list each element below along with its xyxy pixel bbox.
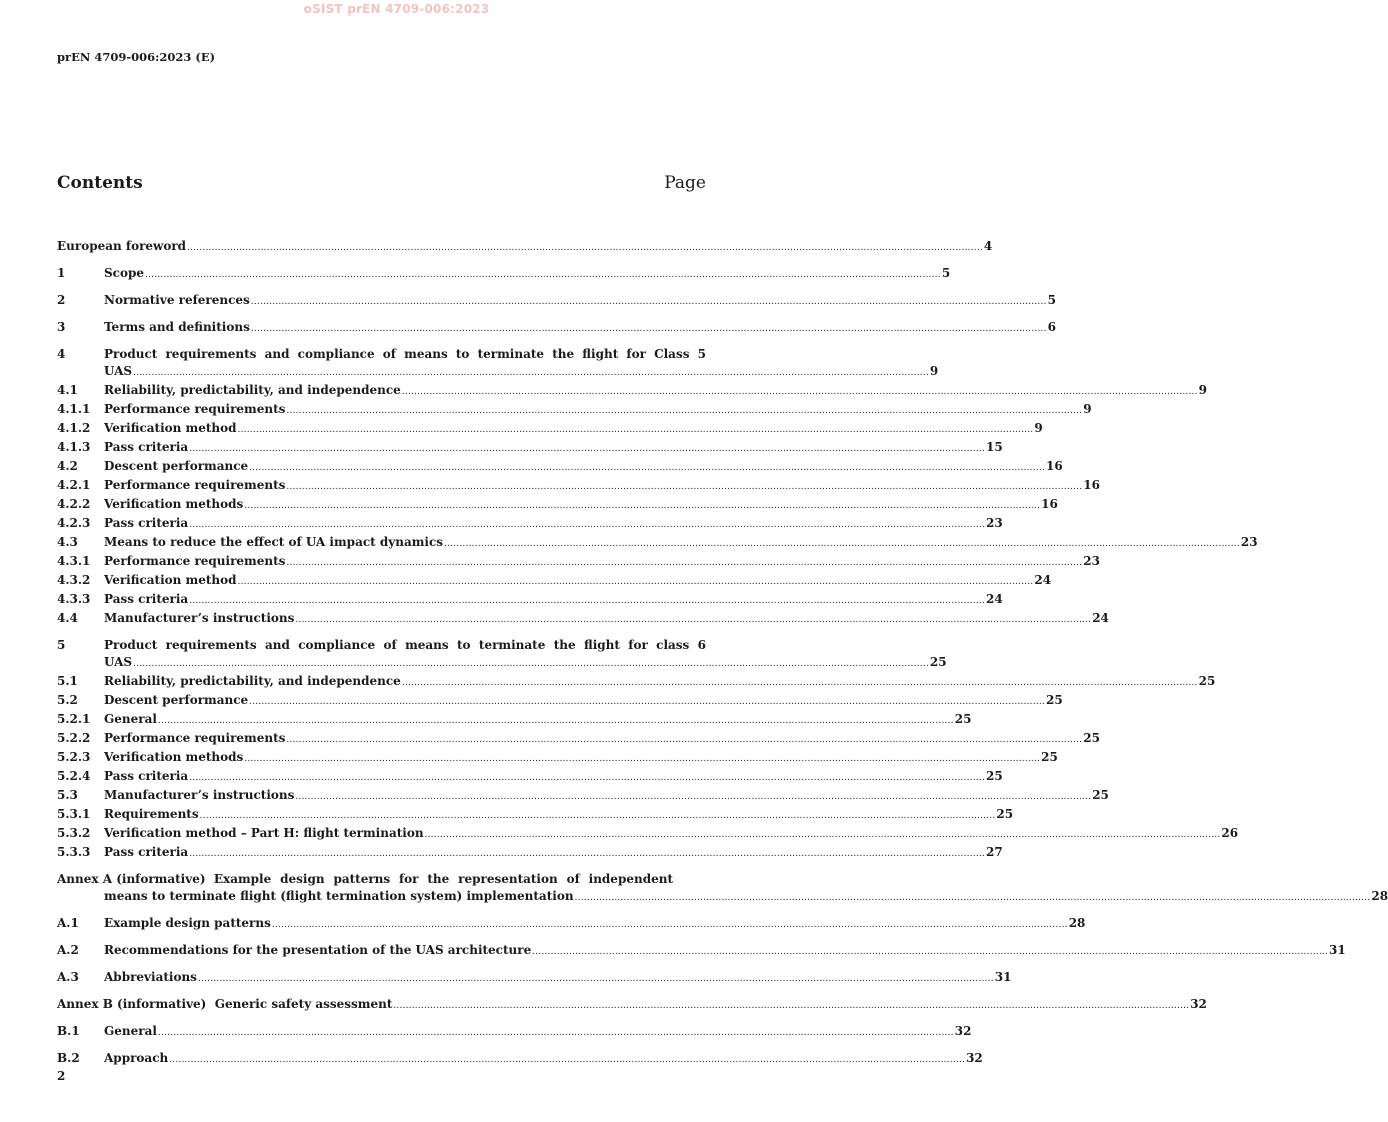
toc-entry-title: Pass criteria xyxy=(104,592,189,606)
toc-leader-dots: .................................................................................................................................................................................................................................................................... xyxy=(189,444,986,454)
toc-leader-dots: .................................................................................................................................................................................................................................................................... xyxy=(574,893,1371,903)
toc-entry-a-3[interactable] xyxy=(57,969,1012,988)
toc-entry-page: 25 xyxy=(929,655,947,669)
toc-leader-dots: .................................................................................................................................................................................................................................................................... xyxy=(286,406,1083,416)
toc-entry-title-line1: Example design patterns for the representation of independent xyxy=(213,872,673,886)
toc-entry-page: 25 xyxy=(996,807,1014,821)
toc-entry-page: 4 xyxy=(983,239,993,253)
toc-entry-number: 1 xyxy=(57,266,66,280)
toc-entry-5-3-3[interactable] xyxy=(57,844,1003,863)
toc-entry-number: 5.3 xyxy=(57,788,78,802)
toc-entry-4-2-3[interactable] xyxy=(57,515,1003,534)
toc-entry-number: 4.1.2 xyxy=(57,421,91,435)
toc-leader-dots: .................................................................................................................................................................................................................................................................... xyxy=(187,243,983,253)
toc-entry-title: Reliability, predictability, and independence xyxy=(104,674,401,688)
toc-entry-page: 9 xyxy=(1034,421,1043,435)
toc-entry-page: 25 xyxy=(1198,674,1216,688)
toc-entry-title-line2: means to terminate flight (flight termination system) implementation xyxy=(104,889,574,903)
toc-entry-title-line1: Product requirements and compliance of means to terminate the flight for class 6 xyxy=(104,638,706,652)
toc-entry-number: 5.2.2 xyxy=(57,731,91,745)
toc-entry-number: 4.2 xyxy=(57,459,78,473)
toc-entry-number: 4.1 xyxy=(57,383,78,397)
toc-entry-page: 5 xyxy=(1047,293,1056,307)
toc-entry-page: 25 xyxy=(1092,788,1109,802)
toc-entry-page: 24 xyxy=(986,592,1003,606)
toc-leader-dots: .................................................................................................................................................................................................................................................................... xyxy=(189,520,986,530)
toc-leader-dots: .................................................................................................................................................................................................................................................................... xyxy=(237,577,1034,587)
toc-entry-number: 4.1.1 xyxy=(57,402,91,416)
toc-entry-5-2-2[interactable] xyxy=(57,730,1100,749)
toc-leader-dots: .................................................................................................................................................................................................................................................................... xyxy=(424,830,1221,840)
toc-entry-number: 4.4 xyxy=(57,611,78,625)
toc-entry-title: Pass criteria xyxy=(104,769,189,783)
toc-entry-a-1[interactable] xyxy=(57,915,1086,934)
toc-entry-title: Performance requirements xyxy=(104,402,286,416)
toc-entry-4-1[interactable] xyxy=(57,382,1208,401)
toc-entry-number: 5.2 xyxy=(57,693,78,707)
toc-leader-dots: .................................................................................................................................................................................................................................................................... xyxy=(169,1055,966,1065)
toc-entry-number: 4.3.3 xyxy=(57,592,91,606)
toc-entry-number: 4.3.2 xyxy=(57,573,91,587)
toc-entry-page: 25 xyxy=(1083,731,1100,745)
toc-entry-title-line1: Product requirements and compliance of means to terminate the flight for Class 5 xyxy=(104,347,706,361)
toc-leader-dots: .................................................................................................................................................................................................................................................................... xyxy=(295,792,1092,802)
toc-leader-dots: .................................................................................................................................................................................................................................................................... xyxy=(145,270,941,280)
toc-entry-page: 6 xyxy=(1047,320,1057,334)
toc-entry-title: Verification method – Part H: flight termination xyxy=(104,826,424,840)
toc-entry-page: 23 xyxy=(1083,554,1100,568)
toc-leader-dots: .................................................................................................................................................................................................................................................................... xyxy=(197,974,994,984)
toc-entry-title: Performance requirements xyxy=(104,478,286,492)
toc-entry-number: 5.3.3 xyxy=(57,845,91,859)
toc-entry-title-line2: UAS xyxy=(104,655,133,669)
toc-entry-title: Pass criteria xyxy=(104,516,189,530)
toc-entry-page: 9 xyxy=(929,364,939,378)
page-column-label: Page xyxy=(664,173,706,193)
toc-leader-dots: .................................................................................................................................................................................................................................................................... xyxy=(271,920,1068,930)
toc-leader-dots: .................................................................................................................................................................................................................................................................... xyxy=(295,615,1092,625)
toc-entry-title: Abbreviations xyxy=(104,970,197,984)
toc-entry-number: 4 xyxy=(57,347,66,361)
toc-leader-dots: .................................................................................................................................................................................................................................................................... xyxy=(401,678,1198,688)
toc-entry-title: Verification methods xyxy=(104,497,244,511)
toc-entry-4-4[interactable] xyxy=(57,610,1109,629)
toc-entry-page: 26 xyxy=(1221,826,1239,840)
toc-entry-page: 25 xyxy=(954,712,972,726)
toc-leader-dots: .................................................................................................................................................................................................................................................................... xyxy=(393,1001,1190,1011)
toc-entry-5-2-4[interactable] xyxy=(57,768,1003,787)
toc-entry-4-2-2[interactable] xyxy=(57,496,1058,515)
toc-entry-number: 3 xyxy=(57,320,66,334)
toc-entry-title: Verification methods xyxy=(104,750,244,764)
toc-entry-number: B.1 xyxy=(57,1024,80,1038)
toc-entry-number: 4.2.3 xyxy=(57,516,91,530)
toc-entry-title: Verification method xyxy=(104,573,237,587)
toc-entry-title: Performance requirements xyxy=(104,731,286,745)
toc-entry-page: 32 xyxy=(954,1024,972,1038)
toc-leader-dots: .................................................................................................................................................................................................................................................................... xyxy=(286,735,1083,745)
toc-entry-5-3[interactable] xyxy=(57,787,1109,806)
toc-entry-page: 5 xyxy=(941,266,951,280)
toc-entry-4-3[interactable] xyxy=(57,534,1258,553)
toc-entry-5-2[interactable] xyxy=(57,692,1063,711)
toc-entry-title: Recommendations for the presentation of the UAS architecture xyxy=(104,943,532,957)
toc-entry-number: 2 xyxy=(57,293,66,307)
watermark: oSIST prEN 4709-006:2023 xyxy=(303,2,490,16)
toc-entry-title: Example design patterns xyxy=(104,916,271,930)
toc-leader-dots: .................................................................................................................................................................................................................................................................... xyxy=(532,947,1329,957)
toc-entry-annex-a[interactable] xyxy=(57,871,1388,907)
table-of-contents xyxy=(57,238,1388,1069)
toc-entry-number: 5.2.3 xyxy=(57,750,91,764)
toc-entry-title: Scope xyxy=(104,266,145,280)
toc-entry-4-3-2[interactable] xyxy=(57,572,1052,591)
toc-entry-title: Terms and definitions xyxy=(104,320,250,334)
toc-entry-b-2[interactable] xyxy=(57,1050,983,1069)
toc-leader-dots: .................................................................................................................................................................................................................................................................... xyxy=(189,596,986,606)
toc-leader-dots: .................................................................................................................................................................................................................................................................... xyxy=(157,716,954,726)
toc-entry-4-1-2[interactable] xyxy=(57,420,1043,439)
toc-entry-5-2-1[interactable] xyxy=(57,711,972,730)
toc-entry-page: 16 xyxy=(1046,459,1063,473)
toc-entry-4-3-3[interactable] xyxy=(57,591,1003,610)
toc-entry-page: 9 xyxy=(1083,402,1092,416)
toc-annex-prefix: Annex A (informative) xyxy=(57,872,214,886)
toc-entry-b-1[interactable] xyxy=(57,1023,972,1042)
toc-entry-title-line2: UAS xyxy=(104,364,133,378)
toc-leader-dots: .................................................................................................................................................................................................................................................................... xyxy=(199,811,996,821)
toc-entry-title: Approach xyxy=(104,1051,169,1065)
toc-entry-page: 24 xyxy=(1092,611,1109,625)
toc-entry-page: 25 xyxy=(986,769,1003,783)
toc-entry-title: Performance requirements xyxy=(104,554,286,568)
toc-entry-page: 28 xyxy=(1068,916,1086,930)
toc-entry-page: 9 xyxy=(1198,383,1208,397)
toc-entry-number: 4.2.2 xyxy=(57,497,91,511)
toc-leader-dots: .................................................................................................................................................................................................................................................................... xyxy=(286,482,1083,492)
toc-entry-page: 23 xyxy=(986,516,1003,530)
toc-leader-dots: .................................................................................................................................................................................................................................................................... xyxy=(244,754,1041,764)
toc-entry-number: 4.3.1 xyxy=(57,554,91,568)
toc-entry-page: 16 xyxy=(1041,497,1058,511)
toc-entry-4-1-1[interactable] xyxy=(57,401,1092,420)
toc-entry-page: 28 xyxy=(1371,889,1388,903)
toc-entry-number: A.1 xyxy=(57,916,79,930)
toc-entry-terms-definitions[interactable] xyxy=(57,319,1057,338)
toc-leader-dots: .................................................................................................................................................................................................................................................................... xyxy=(189,773,986,783)
toc-entry-title: Reliability, predictability, and independence xyxy=(104,383,401,397)
toc-entry-section-4[interactable] xyxy=(57,346,939,382)
toc-entry-page: 16 xyxy=(1083,478,1100,492)
toc-entry-title: Pass criteria xyxy=(104,440,189,454)
toc-entry-page: 31 xyxy=(994,970,1012,984)
toc-leader-dots: .................................................................................................................................................................................................................................................................... xyxy=(444,539,1240,549)
toc-entry-title: Requirements xyxy=(104,807,199,821)
toc-entry-page: 31 xyxy=(1329,943,1346,957)
toc-entry-annex-b[interactable] xyxy=(57,996,1207,1015)
toc-entry-5-3-1[interactable] xyxy=(57,806,1014,825)
toc-entry-a-2[interactable] xyxy=(57,942,1346,961)
toc-entry-page: 24 xyxy=(1034,573,1052,587)
toc-entry-4-1-3[interactable] xyxy=(57,439,1003,458)
toc-leader-dots: .................................................................................................................................................................................................................................................................... xyxy=(237,425,1034,435)
toc-entry-number: 5 xyxy=(57,638,66,652)
toc-entry-title: Annex B (informative) Generic safety assessment xyxy=(57,997,393,1011)
toc-entry-number: 5.2.1 xyxy=(57,712,91,726)
toc-leader-dots: .................................................................................................................................................................................................................................................................... xyxy=(250,297,1047,307)
toc-leader-dots: .................................................................................................................................................................................................................................................................... xyxy=(133,368,929,378)
toc-entry-page: 32 xyxy=(1190,997,1207,1011)
toc-entry-title: European foreword xyxy=(57,239,187,253)
toc-entry-4-2[interactable] xyxy=(57,458,1063,477)
toc-entry-number: A.2 xyxy=(57,943,79,957)
toc-entry-5-1[interactable] xyxy=(57,673,1216,692)
toc-leader-dots: .................................................................................................................................................................................................................................................................... xyxy=(157,1028,954,1038)
toc-leader-dots: .................................................................................................................................................................................................................................................................... xyxy=(249,463,1045,473)
toc-entry-number: 5.3.1 xyxy=(57,807,91,821)
toc-entry-title: Verification method xyxy=(104,421,237,435)
toc-entry-title: Descent performance xyxy=(104,693,249,707)
toc-entry-scope[interactable] xyxy=(57,265,951,284)
toc-entry-page: 15 xyxy=(986,440,1003,454)
toc-entry-page: 25 xyxy=(1041,750,1058,764)
toc-entry-title: General xyxy=(104,712,157,726)
toc-entry-page: 27 xyxy=(986,845,1003,859)
toc-entry-number: 4.1.3 xyxy=(57,440,91,454)
toc-entry-foreword[interactable] xyxy=(57,238,993,257)
toc-leader-dots: .................................................................................................................................................................................................................................................................... xyxy=(401,387,1198,397)
toc-entry-number: B.2 xyxy=(57,1051,80,1065)
toc-entry-number: 4.2.1 xyxy=(57,478,91,492)
toc-entry-title: Manufacturer’s instructions xyxy=(104,611,295,625)
toc-leader-dots: .................................................................................................................................................................................................................................................................... xyxy=(133,659,929,669)
document-identifier: prEN 4709-006:2023 (E) xyxy=(57,50,216,64)
contents-heading: Contents xyxy=(57,173,143,193)
toc-entry-normative-references[interactable] xyxy=(57,292,1056,311)
toc-leader-dots: .................................................................................................................................................................................................................................................................... xyxy=(286,558,1083,568)
page-number: 2 xyxy=(57,1069,66,1083)
toc-leader-dots: .................................................................................................................................................................................................................................................................... xyxy=(189,849,986,859)
toc-entry-title: Normative references xyxy=(104,293,250,307)
toc-entry-number: A.3 xyxy=(57,970,79,984)
toc-entry-5-2-3[interactable] xyxy=(57,749,1058,768)
toc-entry-page: 23 xyxy=(1240,535,1258,549)
toc-entry-4-3-1[interactable] xyxy=(57,553,1100,572)
toc-entry-number: 5.1 xyxy=(57,674,78,688)
toc-entry-title: Descent performance xyxy=(104,459,249,473)
toc-entry-5-3-2[interactable] xyxy=(57,825,1239,844)
toc-entry-title: Pass criteria xyxy=(104,845,189,859)
toc-leader-dots: .................................................................................................................................................................................................................................................................... xyxy=(244,501,1041,511)
toc-entry-title: General xyxy=(104,1024,157,1038)
toc-entry-page: 32 xyxy=(966,1051,983,1065)
toc-entry-4-2-1[interactable] xyxy=(57,477,1100,496)
toc-entry-section-5[interactable] xyxy=(57,637,947,673)
toc-entry-number: 5.2.4 xyxy=(57,769,91,783)
toc-entry-title: Manufacturer’s instructions xyxy=(104,788,295,802)
toc-leader-dots: .................................................................................................................................................................................................................................................................... xyxy=(249,697,1045,707)
toc-entry-page: 25 xyxy=(1046,693,1063,707)
toc-leader-dots: .................................................................................................................................................................................................................................................................... xyxy=(250,324,1047,334)
toc-entry-title: Means to reduce the effect of UA impact dynamics xyxy=(104,535,444,549)
toc-entry-number: 5.3.2 xyxy=(57,826,91,840)
toc-entry-number: 4.3 xyxy=(57,535,78,549)
